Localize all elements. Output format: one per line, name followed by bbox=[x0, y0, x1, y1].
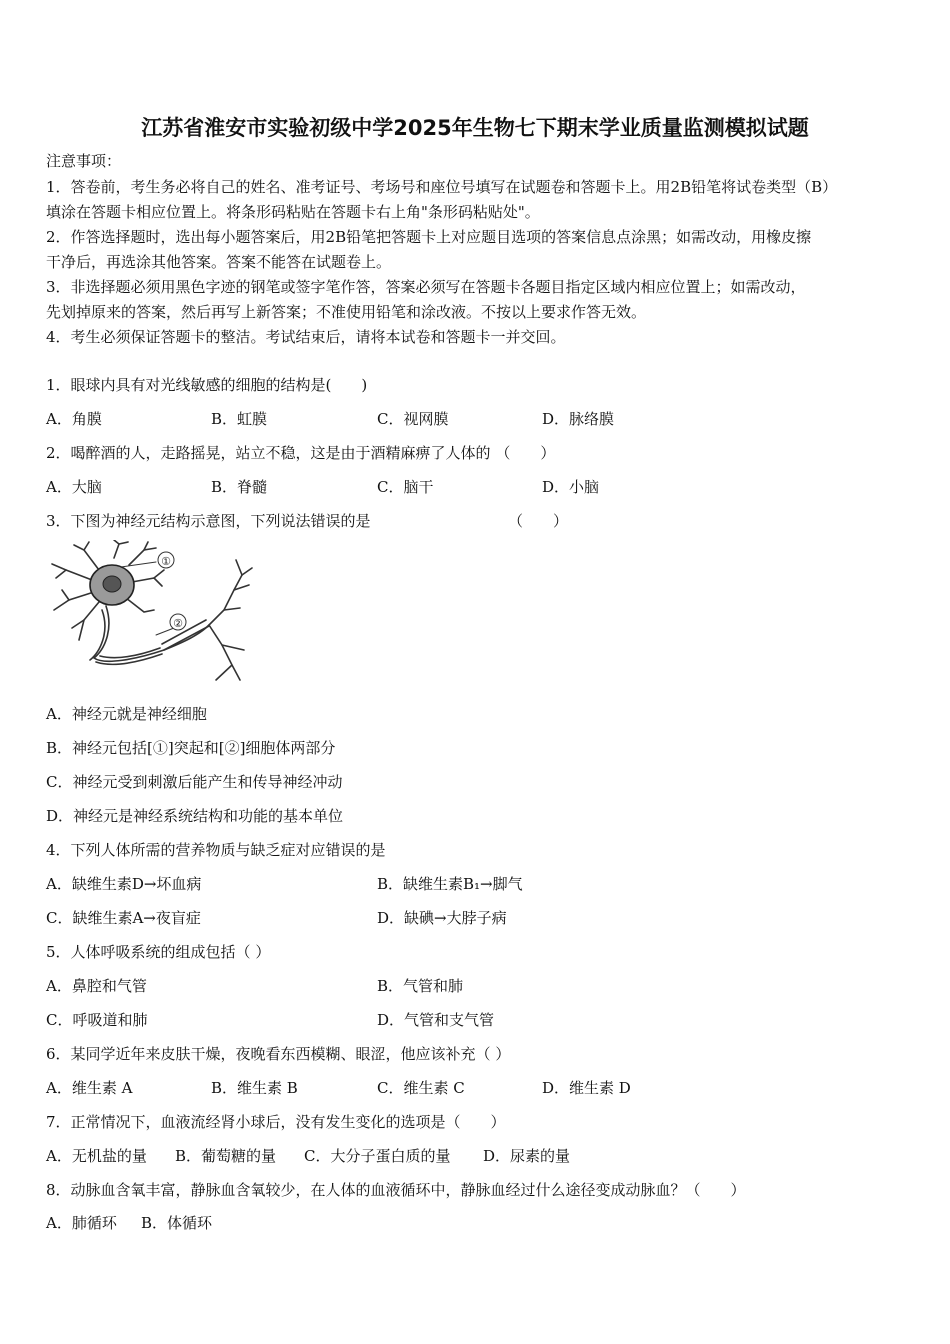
q5-option-a[interactable]: A．鼻腔和气管 bbox=[46, 977, 147, 995]
notice-heading: 注意事项： bbox=[46, 152, 122, 170]
q6-option-a[interactable]: A．维生素 A bbox=[46, 1079, 133, 1097]
notice-line: 2．作答选择题时，选出每小题答案后，用2B铅笔把答题卡上对应题目选项的答案信息点涂黑；如需改动，用橡皮擦 bbox=[46, 228, 812, 246]
q5-option-b[interactable]: B．气管和肺 bbox=[377, 977, 464, 995]
q3-option-c[interactable]: C．神经元受到刺激后能产生和传导神经冲动 bbox=[46, 773, 343, 791]
q2-option-b[interactable]: B．脊髓 bbox=[211, 478, 268, 496]
neuron-illustration bbox=[44, 540, 254, 690]
q4-option-a[interactable]: A．缺维生素D→坏血病 bbox=[46, 875, 202, 893]
notice-line: 1．答卷前，考生务必将自己的姓名、准考证号、考场号和座位号填写在试题卷和答题卡上。用2B铅笔将试卷类型（B） bbox=[46, 178, 838, 196]
q1-option-a[interactable]: A．角膜 bbox=[46, 410, 102, 428]
q7-option-a[interactable]: A．无机盐的量 bbox=[46, 1147, 147, 1165]
q5-option-c[interactable]: C．呼吸道和肺 bbox=[46, 1011, 148, 1029]
q2-option-a[interactable]: A．大脑 bbox=[46, 478, 102, 496]
q4-option-c[interactable]: C．缺维生素A→夜盲症 bbox=[46, 909, 201, 927]
q3-option-d[interactable]: D．神经元是神经系统结构和功能的基本单位 bbox=[46, 807, 344, 825]
question-1-stem: 1．眼球内具有对光线敏感的细胞的结构是( ) bbox=[46, 376, 368, 394]
q7-option-b[interactable]: B．葡萄糖的量 bbox=[175, 1147, 277, 1165]
q7-option-d[interactable]: D．尿素的量 bbox=[483, 1147, 571, 1165]
question-5-stem: 5．人体呼吸系统的组成包括（ ） bbox=[46, 943, 271, 961]
question-4-stem: 4．下列人体所需的营养物质与缺乏症对应错误的是 bbox=[46, 841, 386, 859]
q3-option-b[interactable]: B．神经元包括[①]突起和[②]细胞体两部分 bbox=[46, 739, 336, 757]
notice-line: 填涂在答题卡相应位置上。将条形码粘贴在答题卡右上角"条形码粘贴处"。 bbox=[46, 203, 540, 221]
q6-option-d[interactable]: D．维生素 D bbox=[542, 1079, 631, 1097]
q4-option-d[interactable]: D．缺碘→大脖子病 bbox=[377, 909, 507, 927]
q2-option-c[interactable]: C．脑干 bbox=[377, 478, 434, 496]
notice-line: 4．考生必须保证答题卡的整洁。考试结束后，请将本试卷和答题卡一并交回。 bbox=[46, 328, 566, 346]
q3-option-a[interactable]: A．神经元就是神经细胞 bbox=[46, 705, 207, 723]
q8-option-b[interactable]: B．体循环 bbox=[141, 1214, 213, 1232]
q6-option-b[interactable]: B．维生素 B bbox=[211, 1079, 298, 1097]
label-2: ② bbox=[173, 617, 183, 630]
question-7-stem: 7．正常情况下，血液流经肾小球后，没有发生变化的选项是（ ） bbox=[46, 1113, 506, 1131]
notice-line: 先划掉原来的答案，然后再写上新答案；不准使用铅笔和涂改液。不按以上要求作答无效。 bbox=[46, 303, 647, 321]
q7-option-c[interactable]: C．大分子蛋白质的量 bbox=[304, 1147, 451, 1165]
notice-line: 干净后，再选涂其他答案。答案不能答在试题卷上。 bbox=[46, 253, 392, 271]
neuron-diagram bbox=[44, 540, 254, 690]
question-2-stem: 2．喝醉酒的人，走路摇晃，站立不稳，这是由于酒精麻痹了人体的 （ ） bbox=[46, 444, 556, 462]
q1-option-c[interactable]: C．视网膜 bbox=[377, 410, 449, 428]
q1-option-d[interactable]: D．脉络膜 bbox=[542, 410, 615, 428]
question-8-stem: 8．动脉血含氧丰富，静脉血含氧较少，在人体的血液循环中，静脉血经过什么途径变成动脉血？（ ） bbox=[46, 1181, 746, 1199]
q8-option-a[interactable]: A．肺循环 bbox=[46, 1214, 117, 1232]
question-6-stem: 6．某同学近年来皮肤干燥，夜晚看东西模糊、眼涩，他应该补充（ ） bbox=[46, 1045, 511, 1063]
q3-answer-parens: （ ） bbox=[508, 512, 569, 530]
q1-option-b[interactable]: B．虹膜 bbox=[211, 410, 268, 428]
q6-option-c[interactable]: C．维生素 C bbox=[377, 1079, 465, 1097]
q5-option-d[interactable]: D．气管和支气管 bbox=[377, 1011, 495, 1029]
q4-option-b[interactable]: B．缺维生素B₁→脚气 bbox=[377, 875, 523, 893]
question-3-stem: 3．下图为神经元结构示意图，下列说法错误的是 bbox=[46, 512, 371, 530]
page-title: 江苏省淮安市实验初级中学2025年生物七下期末学业质量监测模拟试题 bbox=[141, 116, 809, 140]
label-1: ① bbox=[161, 555, 171, 568]
q2-option-d[interactable]: D．小脑 bbox=[542, 478, 600, 496]
notice-line: 3．非选择题必须用黑色字迹的钢笔或签字笔作答，答案必须写在答题卡各题目指定区域内相应位置上；如需改动， bbox=[46, 278, 806, 296]
